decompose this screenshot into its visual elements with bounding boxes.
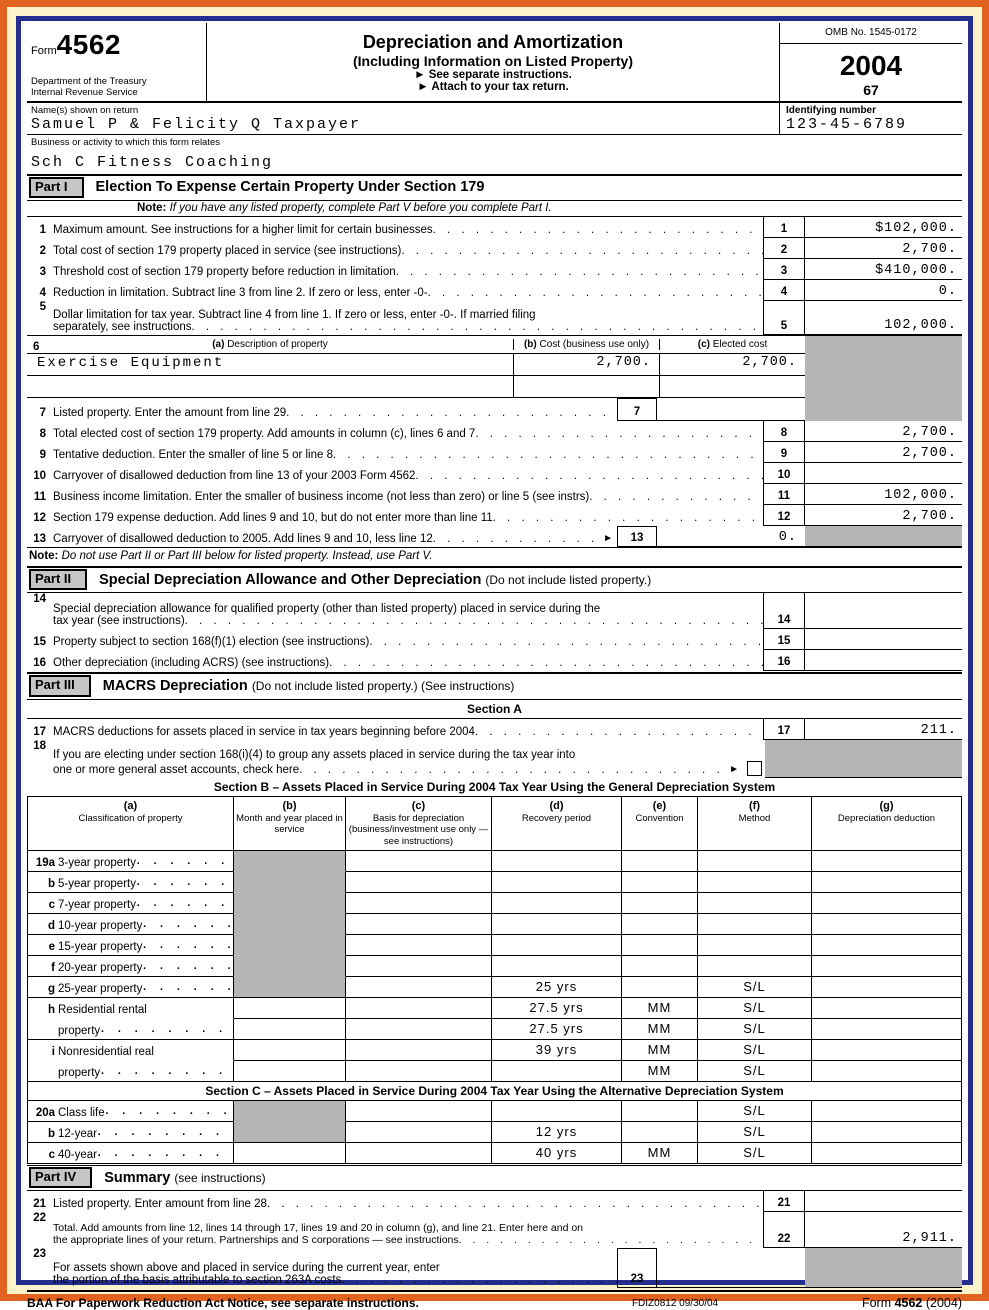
col-header-e: Convention [635, 812, 684, 824]
convention-field[interactable] [622, 914, 698, 935]
section-c-title: Section C – Assets Placed in Service During 2004 Tax Year Using the Alternative Depreciation System [28, 1082, 961, 1101]
recovery-field[interactable] [492, 956, 622, 977]
line12-box: 12 [763, 505, 805, 525]
attachment-seq: 67 [863, 82, 879, 98]
line7-box: 7 [617, 398, 657, 421]
recovery-field[interactable]: 40 yrs [492, 1143, 622, 1164]
basis-field[interactable] [346, 1101, 492, 1122]
shaded-area [805, 1248, 962, 1288]
section-a-title: Section A [27, 700, 962, 719]
part1-note: Note: If you have any listed property, complete Part V before you complete Part I. [27, 201, 962, 217]
line4-value[interactable]: 0. [938, 284, 957, 300]
col-c-label: Elected cost [712, 339, 768, 351]
line22-box: 22 [763, 1212, 805, 1247]
line22-text1: Total. Add amounts from line 12, lines 14 through 17, lines 19 and 20 in column (g), and line 21. Enter here and on [53, 1222, 584, 1235]
line5-value[interactable]: 102,000. [884, 318, 957, 334]
line22-value[interactable]: 2,911. [902, 1231, 957, 1247]
line-1: 1 Maximum amount. See instructions for a higher limit for certain businesses . . . 1 $102,000. [27, 217, 962, 238]
line2-value[interactable]: 2,700. [902, 242, 957, 258]
line1-box: 1 [763, 217, 805, 237]
recovery-field[interactable] [492, 851, 622, 872]
convention-field[interactable]: MM [622, 1040, 698, 1061]
method-field[interactable]: S/L [698, 1143, 812, 1164]
section-b-title: Section B – Assets Placed in Service During 2004 Tax Year Using the General Depreciation System [213, 779, 776, 794]
line21-text: Listed property. Enter amount from line 28 [53, 1198, 267, 1211]
line6-header: 6 (a) Description of property (b) Cost (business use only) (c) Elected cost [27, 336, 805, 354]
method-field[interactable]: S/L [698, 998, 812, 1019]
line13-value[interactable]: 0. [657, 526, 805, 547]
name-field[interactable]: Samuel P & Felicity Q Taxpayer [31, 115, 362, 133]
name-block [27, 103, 780, 134]
deduction-field[interactable] [812, 1061, 961, 1082]
group-assets-checkbox[interactable] [747, 761, 762, 776]
line11-value[interactable]: 102,000. [884, 488, 957, 504]
month-year-field[interactable] [234, 1061, 346, 1082]
shaded-area [805, 336, 962, 421]
part4-title: Summary [104, 1169, 171, 1186]
row-19c: c 7-year property . . . [28, 893, 961, 914]
line21-value[interactable] [805, 1191, 962, 1211]
line-13: 13 Carryover of disallowed deduction to 2005. Add lines 9 and 10, less line 12 . . . ► 13 0. [27, 526, 962, 547]
name-row [27, 103, 962, 135]
line1-value[interactable]: $102,000. [875, 221, 957, 237]
dept-line1: Department of the Treasury [31, 76, 147, 87]
convention-field[interactable] [622, 956, 698, 977]
section-b-table [27, 796, 962, 1164]
row-20c: c 40-year . . . 40 yrs MM S/L [28, 1143, 961, 1164]
part4-bar [27, 1165, 962, 1191]
basis-field[interactable] [346, 935, 492, 956]
line-21: 21 Listed property. Enter amount from line 28 . . . 21 [27, 1191, 962, 1212]
row-20a: 20a Class life . . . S/L [28, 1101, 961, 1122]
method-field[interactable]: S/L [698, 1122, 812, 1143]
line-11: 11 Business income limitation. Enter the smaller of business income (not less than zero) or line 5 (see instrs) . . . 11 102,000. [27, 484, 962, 505]
col-header-c: Basis for depreciation (business/investment use only — see instructions) [348, 812, 489, 847]
convention-field[interactable]: MM [622, 998, 698, 1019]
property-description-field[interactable]: Exercise Equipment [37, 355, 225, 372]
part1-title: Election To Expense Certain Property Under Section 179 [95, 179, 485, 196]
part4-paren: (see instructions) [174, 1170, 266, 1185]
row-19f: f 20-year property . . . [28, 956, 961, 977]
line6-row2 [27, 376, 805, 398]
basis-field[interactable] [346, 872, 492, 893]
line16-box: 16 [763, 650, 805, 670]
line15-text: Property subject to section 168(f)(1) election (see instructions) [53, 636, 370, 649]
recovery-field[interactable]: 27.5 yrs [492, 1019, 622, 1040]
omb-number: OMB No. 1545-0172 [780, 23, 962, 44]
col-header-d: Recovery period [521, 812, 592, 824]
line4-box: 4 [763, 280, 805, 300]
business-label: Business or activity to which this form relates [31, 136, 221, 148]
convention-field[interactable]: MM [622, 1019, 698, 1040]
convention-field[interactable]: MM [622, 1061, 698, 1082]
line23-value[interactable] [657, 1248, 805, 1288]
name-label: Name(s) shown on return [31, 104, 139, 116]
convention-field[interactable] [622, 977, 698, 998]
line12-text: Section 179 expense deduction. Add lines 9 and 10, but do not enter more than line 11 [53, 512, 493, 525]
month-year-field[interactable] [234, 1040, 346, 1061]
property-elected-cost-field[interactable]: 2,700. [659, 354, 805, 375]
line23-text1: For assets shown above and placed in service during the current year, enter [53, 1262, 440, 1275]
line-14: 14 Special depreciation allowance for qualified property (other than listed property) placed in service during the tax year (see instructions) . . . 14 [27, 593, 962, 629]
method-field[interactable] [698, 914, 812, 935]
line-4: 4 Reduction in limitation. Subtract line 3 from line 2. If zero or less, enter -0- . . . 4 0. [27, 280, 962, 301]
method-field[interactable] [698, 872, 812, 893]
line4-text: Reduction in limitation. Subtract line 3 from line 2. If zero or less, enter -0- [53, 287, 428, 300]
line-15: 15 Property subject to section 168(f)(1) election (see instructions) . . . 15 [27, 629, 962, 650]
line17-box: 17 [763, 719, 805, 739]
line-17: 17 MACRS deductions for assets placed in service in tax years beginning before 2004 . . . 17 211. [27, 719, 962, 740]
line11-text: Business income limitation. Enter the smaller of business income (not less than zero) or line 5 (see instrs) [53, 491, 590, 504]
part4-label: Part IV [29, 1167, 92, 1188]
line-18: 18 If you are electing under section 168(i)(4) to group any assets placed in service during the tax year into one or more general asset accounts, check here . . . ► [27, 740, 962, 778]
line6-line7-region [27, 335, 962, 421]
basis-field[interactable] [346, 998, 492, 1019]
row-20b: b 12-year . . . 12 yrs S/L [28, 1122, 961, 1143]
dot-leader [475, 726, 763, 740]
line13-box: 13 [617, 526, 657, 547]
row-19d: d 10-year property . . . [28, 914, 961, 935]
property-cost-field[interactable]: 2,700. [513, 354, 659, 375]
line14-box: 14 [763, 593, 805, 628]
deduction-field[interactable] [812, 1143, 961, 1164]
line21-box: 21 [763, 1191, 805, 1211]
part3-title: MACRS Depreciation [102, 677, 248, 694]
part2-paren: (Do not include listed property.) [485, 572, 652, 587]
deduction-field[interactable] [812, 1122, 961, 1143]
line6-row1 [27, 354, 805, 376]
dot-leader [475, 428, 763, 442]
part3-paren: (Do not include listed property.) (See instructions) [251, 678, 515, 693]
col-header-f: Method [738, 812, 771, 824]
dot-leader [286, 407, 617, 421]
row-19h-1: h Residential rental 27.5 yrs MM S/L [28, 998, 961, 1019]
convention-field[interactable] [622, 1101, 698, 1122]
row-19b: b 5-year property . . . [28, 872, 961, 893]
line-5: 5 Dollar limitation for tax year. Subtract line 4 from line 1. If zero or less, enter -0-. If married filing separately, see instructions . . . 5 102,000. [27, 301, 962, 335]
line15-value[interactable] [805, 629, 962, 649]
business-field[interactable]: Sch C Fitness Coaching [31, 153, 274, 171]
line5-text2: separately, see instructions [53, 321, 192, 334]
col-header-g: Depreciation deduction [837, 812, 936, 824]
recovery-field[interactable]: 25 yrs [492, 977, 622, 998]
col-header-b: Month and year placed in service [236, 812, 343, 836]
line8-value[interactable]: 2,700. [902, 425, 957, 441]
basis-field[interactable] [346, 1040, 492, 1061]
part1-label: Part I [29, 177, 84, 198]
row-19h-2: property . . . 27.5 yrs MM S/L [28, 1019, 961, 1040]
line12-value[interactable]: 2,700. [902, 509, 957, 525]
dot-leader [401, 245, 763, 259]
line18-text1: If you are electing under section 168(i)(4) to group any assets placed in service during the tax year into [53, 748, 576, 761]
method-field[interactable]: S/L [698, 1019, 812, 1040]
basis-field[interactable] [346, 1019, 492, 1040]
line-10: 10 Carryover of disallowed deduction from line 13 of your 2003 Form 4562 . . . 10 [27, 463, 962, 484]
row-19i-1: i Nonresidential real 39 yrs MM S/L [28, 1040, 961, 1061]
col-b-label: Cost (business use only) [539, 339, 650, 351]
shaded-area [805, 526, 962, 547]
line14-value[interactable] [805, 593, 962, 628]
method-field[interactable] [698, 935, 812, 956]
convention-field[interactable] [622, 935, 698, 956]
line17-text: MACRS deductions for assets placed in service in tax years beginning before 2004 [53, 725, 475, 738]
basis-field[interactable] [346, 956, 492, 977]
col-header-a: Classification of property [78, 812, 183, 824]
part3-bar [27, 672, 962, 699]
dot-leader [493, 512, 763, 526]
dot-leader [428, 287, 763, 301]
basis-field[interactable] [346, 1143, 492, 1164]
id-field[interactable]: 123-45-6789 [786, 115, 908, 133]
form-4562 [16, 16, 973, 1310]
method-field[interactable] [698, 851, 812, 872]
line17-value[interactable]: 211. [920, 722, 957, 738]
row-19g: g 25-year property . . . 25 yrs S/L [28, 977, 961, 998]
part2-bar [27, 566, 962, 593]
convention-field[interactable] [622, 893, 698, 914]
recovery-field[interactable] [492, 893, 622, 914]
line10-text: Carryover of disallowed deduction from line 13 of your 2003 Form 4562 [53, 470, 416, 483]
line18-text2: one or more general asset accounts, check here [53, 763, 300, 776]
dot-leader [267, 1198, 763, 1212]
line3-text: Threshold cost of section 179 property before reduction in limitation [53, 266, 396, 279]
deduction-field[interactable] [812, 956, 961, 977]
row-19i-2: property . . . MM S/L [28, 1061, 961, 1082]
line23-box: 23 [617, 1248, 657, 1288]
line10-box: 10 [763, 463, 805, 483]
deduction-field[interactable] [812, 872, 961, 893]
recovery-field[interactable]: 39 yrs [492, 1040, 622, 1061]
line15-box: 15 [763, 629, 805, 649]
line16-text: Other depreciation (including ACRS) (see instructions) [53, 657, 330, 670]
form-title-block [207, 23, 780, 101]
business-row [27, 135, 962, 173]
dot-leader [341, 1274, 617, 1288]
property-description-field[interactable] [27, 376, 513, 397]
line22-text2: the appropriate lines of your return. Partnerships and S corporations — see instructions [53, 1234, 459, 1247]
recovery-field[interactable] [492, 872, 622, 893]
line-22: 22 Total. Add amounts from line 12, lines 14 through 17, lines 19 and 20 in column (g), and line 21. Enter here and on the appropriate lines of your return. Partnerships and S corporations — see instructions . . . 22 2,911. [27, 1212, 962, 1248]
line-2: 2 Total cost of section 179 property placed in service (see instructions) . . . 2 2,700. [27, 238, 962, 259]
form-footer [27, 1290, 962, 1310]
see-instructions-note: ► See separate instructions. [414, 69, 572, 81]
form-reference: Form 4562 (2004) [861, 1296, 962, 1310]
arrow-icon: ► [729, 763, 739, 775]
dot-leader [185, 615, 763, 629]
part1-bar [27, 174, 962, 201]
arrow-icon: ► [603, 533, 613, 545]
deduction-field[interactable] [812, 914, 961, 935]
deduction-field[interactable] [812, 935, 961, 956]
line11-box: 11 [763, 484, 805, 504]
property-cost-field[interactable] [513, 376, 659, 397]
line-8: 8 Total elected cost of section 179 property. Add amounts in column (c), lines 6 and 7 . . . 8 2,700. [27, 421, 962, 442]
row-19a: 19a 3-year property . . . [28, 851, 961, 872]
convention-field[interactable] [622, 851, 698, 872]
part2-label: Part II [29, 569, 87, 590]
line3-box: 3 [763, 259, 805, 279]
basis-field[interactable] [346, 851, 492, 872]
line-16: 16 Other depreciation (including ACRS) (see instructions) . . . 16 [27, 650, 962, 671]
line2-text: Total cost of section 179 property placed in service (see instructions) [53, 245, 402, 258]
method-field[interactable]: S/L [698, 1061, 812, 1082]
line5-box: 5 [763, 301, 805, 334]
deduction-field[interactable] [812, 893, 961, 914]
part3-label: Part III [29, 675, 91, 696]
month-year-field[interactable] [234, 998, 346, 1019]
recovery-field[interactable] [492, 935, 622, 956]
recovery-field[interactable] [492, 914, 622, 935]
dot-leader [369, 636, 763, 650]
line7-value[interactable] [657, 398, 805, 421]
recovery-field[interactable] [492, 1101, 622, 1122]
section-c-title-row [28, 1082, 961, 1101]
month-year-field[interactable] [234, 1019, 346, 1040]
part2-title: Special Depreciation Allowance and Other Depreciation [99, 571, 482, 588]
dot-leader [459, 1234, 763, 1248]
line8-box: 8 [763, 421, 805, 441]
basis-field[interactable] [346, 1061, 492, 1082]
line-9: 9 Tentative deduction. Enter the smaller of line 5 or line 8 . . . 9 2,700. [27, 442, 962, 463]
line9-text: Tentative deduction. Enter the smaller of line 5 or line 8 [53, 449, 333, 462]
line-7: 7 Listed property. Enter the amount from line 29 . . . 7 [27, 398, 805, 421]
shaded-area [765, 740, 962, 778]
line9-value[interactable]: 2,700. [902, 446, 957, 462]
line16-value[interactable] [805, 650, 962, 670]
section-b-header: (a) Classification of property (b) Month and year placed in service (c) Basis for depreciation (business/investment use only — see instructions) (d) Recovery period (e) Convention (f) Method (g) Depreciation deduction [28, 797, 961, 851]
line8-text: Total elected cost of section 179 property. Add amounts in column (c), lines 6 and 7 [53, 428, 476, 441]
dot-leader [396, 266, 763, 280]
method-field[interactable]: S/L [698, 1040, 812, 1061]
deduction-field[interactable] [812, 998, 961, 1019]
dot-leader [329, 657, 763, 671]
form-word: Form [31, 45, 57, 57]
line-12: 12 Section 179 expense deduction. Add lines 9 and 10, but do not enter more than line 11 . . . 12 2,700. [27, 505, 962, 526]
form-id-block [27, 23, 207, 101]
part1-footer-note: Note: Do not use Part II or Part III below for listed property. Instead, use Part V. [27, 547, 962, 565]
dot-leader [333, 449, 763, 463]
col-a-label: Description of property [227, 339, 328, 351]
convention-field[interactable] [622, 1122, 698, 1143]
id-block [780, 103, 962, 134]
line5-text1: Dollar limitation for tax year. Subtract line 4 from line 1. If zero or less, enter -0-. If married filing [53, 309, 536, 322]
line7-text: Listed property. Enter the amount from line 29 [53, 407, 287, 420]
recovery-field[interactable]: 27.5 yrs [492, 998, 622, 1019]
form-header [27, 23, 962, 103]
form-number: 4562 [56, 29, 121, 60]
recovery-field[interactable]: 12 yrs [492, 1122, 622, 1143]
property-elected-cost-field[interactable] [659, 376, 805, 397]
deduction-field[interactable] [812, 851, 961, 872]
line13-text: Carryover of disallowed deduction to 2005. Add lines 9 and 10, less line 12 [53, 533, 433, 546]
basis-field[interactable] [346, 977, 492, 998]
deduction-field[interactable] [812, 1101, 961, 1122]
line2-box: 2 [763, 238, 805, 258]
method-field[interactable] [698, 893, 812, 914]
line-3: 3 Threshold cost of section 179 property before reduction in limitation . . . 3 $410,000. [27, 259, 962, 280]
line14-text2: tax year (see instructions) [53, 615, 185, 628]
dot-leader [192, 321, 764, 335]
dot-leader [415, 470, 763, 484]
recovery-field[interactable] [492, 1061, 622, 1082]
paperwork-notice: BAA For Paperwork Reduction Act Notice, see separate instructions. [27, 1296, 419, 1310]
basis-field[interactable] [346, 893, 492, 914]
line-23: 23 For assets shown above and placed in service during the current year, enter the portion of the basis attributable to section 263A costs . . . 23 [27, 1248, 962, 1288]
method-field[interactable]: S/L [698, 1101, 812, 1122]
line3-value[interactable]: $410,000. [875, 263, 957, 279]
method-field[interactable] [698, 956, 812, 977]
attach-note: ► Attach to your tax return. [417, 81, 569, 93]
convention-field[interactable] [622, 872, 698, 893]
line14-text1: Special depreciation allowance for qualified property (other than listed property) placed in service during the [53, 603, 601, 616]
line23-text2: the portion of the basis attributable to section 263A costs [53, 1274, 342, 1287]
dot-leader [589, 491, 763, 505]
method-field[interactable]: S/L [698, 977, 812, 998]
dot-leader [299, 764, 727, 778]
form-title: Depreciation and Amortization [362, 32, 624, 52]
deduction-field[interactable] [812, 1019, 961, 1040]
deduction-field[interactable] [812, 977, 961, 998]
line9-box: 9 [763, 442, 805, 462]
line10-value[interactable] [805, 463, 962, 483]
convention-field[interactable]: MM [622, 1143, 698, 1164]
id-label: Identifying number [786, 104, 876, 116]
tax-year: 2004 [839, 50, 903, 81]
basis-field[interactable] [346, 1122, 492, 1143]
form-subtitle: (Including Information on Listed Property) [353, 53, 633, 69]
software-code: FDIZ0812 09/30/04 [631, 1297, 719, 1309]
dot-leader [433, 533, 601, 547]
omb-year-block [780, 23, 962, 101]
row-19e: e 15-year property . . . [28, 935, 961, 956]
basis-field[interactable] [346, 914, 492, 935]
dot-leader [433, 224, 763, 238]
dept-line2: Internal Revenue Service [31, 86, 138, 98]
line1-text: Maximum amount. See instructions for a higher limit for certain businesses [53, 224, 433, 237]
deduction-field[interactable] [812, 1040, 961, 1061]
month-year-field[interactable] [234, 1143, 346, 1164]
